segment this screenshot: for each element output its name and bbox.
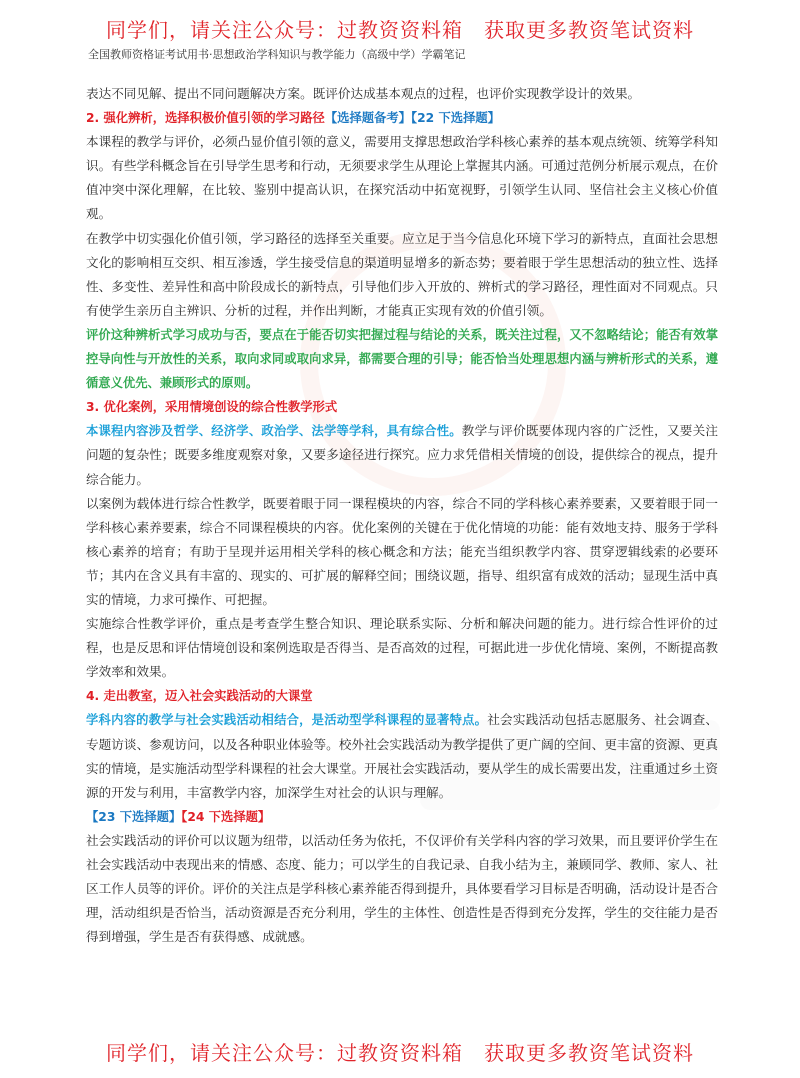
- document-body: [86, 82, 718, 949]
- section-2-tag-exam-prep: 【选择题备考】: [324, 111, 411, 126]
- section-2-paragraph-2: 在教学中切实强化价值引领，学习路径的选择至关重要。应立足于当今信息化环境下学习的新特点，直面社会思想文化的影响相互交织、相互渗透，学生接受信息的渠道明显增多的新态势；要着眼于学生思想活动的独立性、选择性、多变性、差异性和高中阶段成长的新特点，引导他们步入开放的、辨析式的学习路径，理性面对不同观点。只有使学生亲历自主辨识、分析的过程，并作出判断，才能真正实现有效的价值引领。: [86, 230, 718, 318]
- section-4-tag-24: 【24 下选择题】: [181, 809, 271, 824]
- section-3-heading-line: [86, 395, 718, 419]
- top-banner: 同学们，请关注公众号：过教资资料箱 获取更多教资笔试资料: [106, 18, 694, 42]
- section-3-paragraph-1: [86, 419, 718, 491]
- section-3-paragraph-2: 以案例为载体进行综合性教学，既要着眼于同一课程模块的内容，综合不同的学科核心素养要素，又要着眼于同一学科核心素养要素，综合不同课程模块的内容。优化案例的关键在于优化情境的功能：能有效地支持、服务于学科核心素养的培育；有助于呈现并运用相关学科的核心概念和方法；能充当组织教学内容、贯穿逻辑线索的必要环节；其内在含义具有丰富的、现实的、可扩展的解释空间；围绕议题，指导、组织富有成效的活动；显现生活中真实的情境，力求可操作、可把握。: [86, 495, 718, 607]
- section-2-tag-22: 【22 下选择题】: [410, 111, 500, 126]
- section-2-green-text: 评价这种辨析式学习成功与否，要点在于能否切实把握过程与结论的关系，既关注过程，又不忽略结论；能否有效掌控导向性与开放性的关系，取向求同或取向求异，都需要合理的引导；能否恰当处理思想内涵与辨析形式的关系，遵循意义优先、兼顾形式的原则。: [86, 327, 718, 391]
- section-4-tag-23: 【23 下选择题】: [86, 809, 182, 824]
- section-4-blue-text: 学科内容的教学与社会实践活动相结合，是活动型学科课程的显著特点。: [86, 713, 488, 728]
- page-subtitle: 全国教师资格证考试用书·思想政治学科知识与教学能力（高级中学）学霸笔记: [88, 48, 466, 61]
- section-3-paragraph-1-rest: 教学与评价既要体现内容的广泛性，又要关注问题的复杂性；既要多维度观察对象，又要多途径进行探究。应力求凭借相关情境的创设，提供综合的视点，提升综合能力。: [86, 423, 719, 487]
- section-4-heading: 4. 走出教室，迈入社会实践活动的大课堂: [86, 689, 313, 704]
- section-4-paragraph-1: [86, 708, 718, 804]
- section-3-heading: 3. 优化案例，采用情境创设的综合性教学形式: [86, 400, 338, 415]
- section-2-highlight: [86, 323, 718, 395]
- bottom-banner: 同学们，请关注公众号：过教资资料箱 获取更多教资笔试资料: [106, 1041, 694, 1065]
- paragraph-intro: 表达不同见解、提出不同问题解决方案。既评价达成基本观点的过程，也评价实现教学设计的效果。: [86, 86, 641, 101]
- section-2-paragraph-1: 本课程的教学与评价，必须凸显价值引领的意义，需要用支撑思想政治学科核心素养的基本观点统领、统筹学科知识。有些学科概念旨在引导学生思考和行动，无须要求学生从理论上掌握其内涵。可通过范例分析展示观点，在价值冲突中深化理解，在比较、鉴别中提高认识，在探究活动中拓宽视野，引领学生认同、坚信社会主义核心价值观。: [86, 134, 718, 222]
- section-4-tags-line: [86, 805, 718, 829]
- section-3-blue-text: 本课程内容涉及哲学、经济学、政治学、法学等学科，具有综合性。: [86, 424, 462, 439]
- section-2-heading: 2. 强化辨析，选择积极价值引领的学习路径: [86, 111, 325, 126]
- section-4-paragraph-1-rest: 社会实践活动包括志愿服务、社会调查、专题访谈、参观访问，以及各种职业体验等。校外社会实践活动为教学提供了更广阔的空间、更丰富的资源、更真实的情境，是实施活动型学科课程的社会大课堂。开展社会实践活动，要从学生的成长需要出发，注重通过乡土资源的开发与利用，丰富教学内容，加深学生对社会的认识与理解。: [86, 712, 718, 800]
- section-4-paragraph-2: 社会实践活动的评价可以议题为纽带，以活动任务为依托，不仅评价有关学科内容的学习效果，而且要评价学生在社会实践活动中表现出来的情感、态度、能力；可以学生的自我记录、自我小结为主，兼顾同学、教师、家人、社区工作人员等的评价。评价的关注点是学科核心素养能否得到提升，具体要看学习目标是否明确，活动设计是否合理，活动组织是否恰当，活动资源是否充分利用，学生的主体性、创造性是否得到充分发挥，学生的交往能力是否得到增强，学生是否有获得感、成就感。: [86, 832, 718, 945]
- section-3-paragraph-3: 实施综合性教学评价，重点是考查学生整合知识、理论联系实际、分析和解决问题的能力。进行综合性评价的过程，也是反思和评估情境创设和案例选取是否得当、是否高效的过程，可据此进一步优化情境、案例，不断提高教学效率和效果。: [86, 616, 718, 680]
- section-2-heading-line: [86, 106, 718, 130]
- section-4-heading-line: [86, 684, 718, 708]
